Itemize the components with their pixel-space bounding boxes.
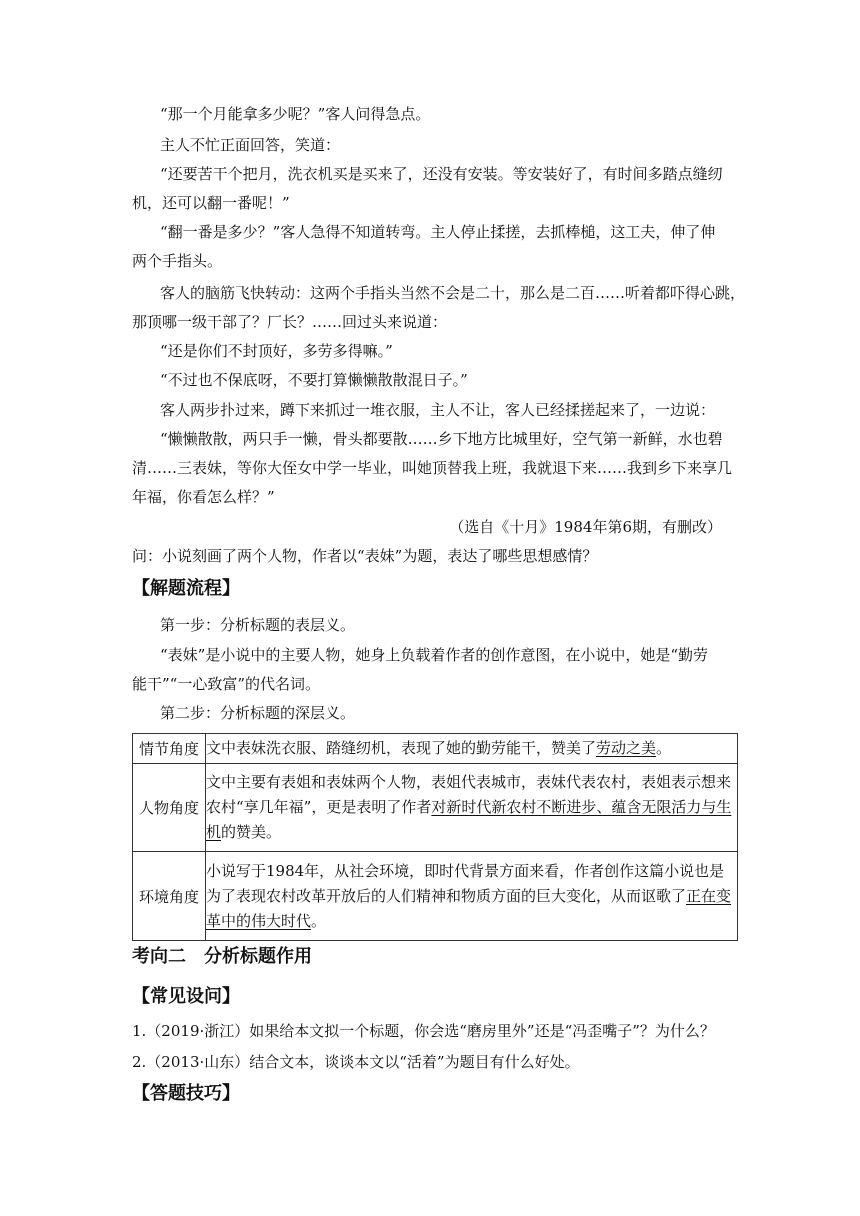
solution-heading: 【解题流程】: [132, 578, 240, 599]
story-line-1: “那一个月能拿多少呢？”客人问得急点。: [160, 105, 431, 123]
step1-title: 第一步：分析标题的表层义。: [160, 616, 356, 634]
story-line-5: “翻一番是多少？”客人急得不知道转弯。主人停止揉搓，去抓棒槌，这工夫，伸了伸: [160, 223, 716, 241]
row-text: 文中表妹洗衣服、踏缝纫机，表现了她的勤劳能干，赞美了: [206, 739, 597, 757]
key-phrase: 劳动之美: [596, 739, 657, 757]
row-key: 环境角度: [133, 852, 206, 941]
story-line-9: “还是你们不封顶好，多劳多得嘛。”: [160, 342, 393, 360]
row-key: 情节角度: [133, 734, 206, 764]
table-row: [133, 852, 738, 941]
step1-text-line1: “表妹”是小说中的主要人物，她身上负载着作者的创作意图，在小说中，她是“勤劳: [160, 646, 709, 664]
row-key: 人物角度: [133, 764, 206, 852]
row-content: [206, 852, 738, 941]
tips-heading: 【答题技巧】: [132, 1083, 240, 1104]
table-row: [133, 764, 738, 852]
story-line-4: 机，还可以翻一番呢！”: [132, 194, 290, 212]
story-line-11: 客人两步扑过来，蹲下来抓过一堆衣服，主人不让，客人已经揉搓起来了，一边说：: [160, 401, 716, 419]
section2-title: 考向二 分析标题作用: [132, 946, 312, 967]
key-phrase: 正在变革中的伟大时代: [206, 886, 732, 930]
story-line-14: 年福，你看怎么样？”: [132, 488, 275, 506]
table-row: [133, 734, 738, 764]
question-text: 问：小说刻画了两个人物，作者以“表妹”为题，表达了哪些思想感情？: [132, 547, 598, 565]
story-line-2: 主人不忙正面回答，笑道：: [160, 136, 341, 154]
row-text: 小说写于1984年，从社会环境，即时代背景方面来看，作者创作这篇小说也是为了表现农村改革开放后的人们精神和物质方面的巨大变化，从而讴歌了: [206, 861, 725, 905]
story-line-8: 那顶哪一级干部了？厂长？……回过头来说道：: [132, 313, 448, 331]
example-question-2: 2.（2013·山东）结合文本，谈谈本文以“活着”为题目有什么好处。: [132, 1053, 580, 1071]
common-questions-heading: 【常见设问】: [132, 986, 240, 1007]
story-line-6: 两个手指头。: [132, 252, 223, 270]
story-line-13: 清……三表妹，等你大侄女中学一毕业，叫她顶替我上班，我就退下来……我到乡下来享几: [132, 459, 733, 477]
analysis-table: [132, 733, 738, 941]
row-text: 文中主要有表姐和表妹两个人物，表姐代表城市，表妹代表农村，表姐表示想来农村“享几年福”，更是表明了作者: [206, 773, 732, 816]
story-line-12: “懒懒散散，两只手一懒，骨头都要散……乡下地方比城里好，空气第一新鲜，水也碧: [160, 430, 723, 448]
row-text-end: 。: [311, 911, 327, 930]
step2-title: 第二步：分析标题的深层义。: [160, 704, 356, 722]
row-content: [206, 764, 738, 852]
story-line-7: 客人的脑筋飞快转动：这两个手指头当然不会是二十，那么是二百……听着都吓得心跳，: [160, 284, 746, 302]
example-question-1: 1.（2019·浙江）如果给本文拟一个标题，你会选“磨房里外”还是“冯歪嘴子”？为什么？: [132, 1022, 715, 1040]
story-line-3: “还要苦干个把月，洗衣机买是买来了，还没有安装。等安装好了，有时间多踏点缝纫: [160, 165, 723, 183]
step1-text-line2: 能干”“一心致富”的代名词。: [132, 675, 321, 693]
source-citation: （选自《十月》1984年第6期，有删改）: [449, 518, 722, 536]
row-content: [206, 734, 738, 764]
row-text-end: 。: [656, 739, 672, 757]
row-text-end: 的赞美。: [221, 823, 282, 841]
story-line-10: “不过也不保底呀，不要打算懒懒散散混日子。”: [160, 371, 468, 389]
key-phrase: 对新时代新农村不断进步、蕴含无限活力与生机: [206, 798, 732, 841]
